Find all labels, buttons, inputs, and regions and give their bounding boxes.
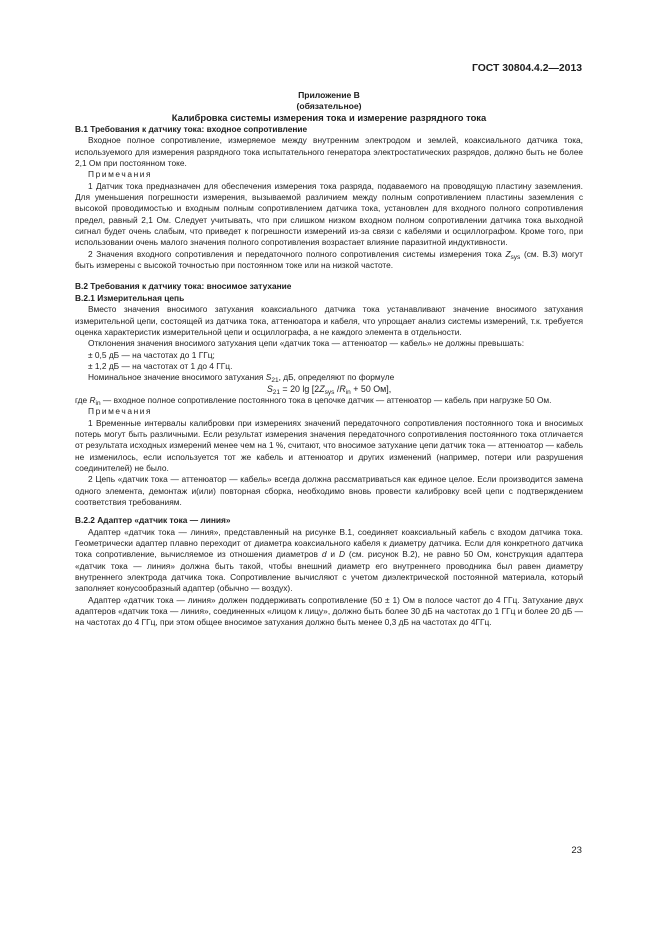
section-b21-note-2: 2 Цепь «датчик тока — аттенюатор — кабель» всегда должна рассматриваться как единое целое. Если производится замена одного элемента, демонтаж и(или) повторная сборка, необходимо вновь провести калибровку всей цепи с подтверждением соответствия требованиям. [75, 474, 583, 507]
list-item-tolerance-1: ± 0,5 дБ — на частотах до 1 ГГц; [88, 349, 215, 360]
appendix-main-title: Калибровка системы измерения тока и измерение разрядного тока [171, 112, 487, 123]
section-b22-paragraph-1: Адаптер «датчик тока — линия», представленный на рисунке В.1, соединяет коаксиальный кабель с входом датчика тока. Геометрически адаптер плавно переходит от диаметра коаксиального кабеля к диаметру датчика. Если для конкретного датчика тока сопротивление, вычисляемое из отношения диаметров d и D (см. рисунок В.2), не равно 50 Ом, конструкция адаптера «датчик тока — линия» должна быть такой, чтобы внешний диаметр его внутреннего проводника был равен диаметру внутреннего электрода датчика тока. Сопротивление вычисляют с учетом диэлектрической постоянной материала, который заполняет конусообразный адаптер (обычно — воздух). [75, 526, 583, 594]
section-b22-heading: В.2.2 Адаптер «датчик тока — линия» [75, 515, 231, 526]
section-b21-note-1: 1 Временные интервалы калибровки при измерениях значений передаточного сопротивления постоянного тока и вносимых потерь могут быть различными. Если результат измерения значения передаточного сопротивления постоянного тока отличается от результата исходных измерений менее чем на 1 %, считают, что вносимое затухание цепи датчик тока — аттенюатор — кабель не изменилось, если используется тот же кабель и аттенюатор и других изменений (например, потери или разрушения соединителей) не было. [75, 417, 583, 473]
section-b1-note-1: 1 Датчик тока предназначен для обеспечения измерения тока разряда, подаваемого на проводящую пластину заземления. Для уменьшения погрешности измерения, вызываемой различием между полным сопротивлением пластины заземления с высокой проводимостью и входным полным сопротивлением датчика тока, установлен для входного полного сопротивления предел, равный 2,1 Ом. Следует учитывать, что при слишком низком входном полном сопротивлении датчика тока выходной сигнал будет очень слабым, что приведет к погрешности измерений из-за связи с кабелями и осциллографом. Кроме того, при использовании очень малого значения полного сопротивления возрастает влияние паразитной индуктивности. [75, 180, 583, 248]
section-b1-heading: В.1 Требования к датчику тока: входное сопротивление [75, 124, 308, 134]
page-number: 23 [571, 845, 582, 856]
section-b1-paragraph: Входное полное сопротивление, измеряемое между внутренним электродом и землей, коаксиального датчика тока, используемого для измерения разрядного тока испытательного генератора электростатических разрядов, должно быть не более 2,1 Ом при постоянном токе. [75, 135, 583, 169]
list-item-tolerance-2: ± 1,2 дБ — на частотах от 1 до 4 ГГц. [88, 360, 233, 371]
section-b21-paragraph-1: Вместо значения вносимого затухания коаксиального датчика тока устанавливают значение вносимого затухания измерительной цепи, состоящей из датчика тока, аттенюатора и кабеля, что упрощает анализ системы измерений, т.к. требуется оценка характеристик измерительной цепи и осциллографа, а не каждого элемента в отдельности. [75, 304, 583, 337]
appendix-title: Приложение В [298, 90, 360, 100]
section-b21-notes-label: Примечания [88, 406, 153, 417]
section-b1-notes-label: Примечания [88, 169, 153, 180]
section-b22-paragraph-2: Адаптер «датчик тока — линия» должен поддерживать сопротивление (50 ± 1) Ом в полосе частот до 4 ГГц. Затухание двух адаптеров «датчик тока — линия», соединенных «лицом к лицу», должно быть более 30 дБ на частотах до 1 ГГц и более 20 дБ — на частотах до 4 ГГц, при этом общее вносимое затухания должно быть менее 0,3 дБ на частотах до 4ГГц. [75, 594, 584, 628]
page-content [75, 90, 583, 629]
section-b21-paragraph-2: Отклонения значения вносимого затухания цепи «датчик тока — аттенюатор — кабель» не должны превышать: [88, 338, 525, 349]
insertion-loss-formula: $S_{21} = 20$ $\lg [2Z_{sys}$ $/R_{in} + 50$ Ом], [266, 383, 392, 396]
formula-explanation: где $R_{in}$ — входное полное сопротивление постоянного тока в цепочке датчик — аттенюатор — кабель при нагрузке 50 Ом. [75, 394, 552, 407]
section-b2-heading: В.2 Требования к датчику тока: вносимое затухание [75, 281, 292, 292]
section-b21-heading: В.2.1 Измерительная цепь [75, 292, 185, 303]
document-code: ГОСТ 30804.4.2—2013 [471, 63, 582, 74]
section-b1-note-2: 2 Значения входного сопротивления и передаточного полного сопротивления системы измерения тока $Z_{sys}$ (см. В.3) могут быть измерены с высокой точностью при постоянном токе или на низкой частоте. [75, 248, 583, 271]
section-b21-paragraph-3: Номинальное значение вносимого затухания $S_{21}$, дБ, определяют по формуле [88, 372, 395, 385]
appendix-status: (обязательное) [296, 101, 362, 111]
